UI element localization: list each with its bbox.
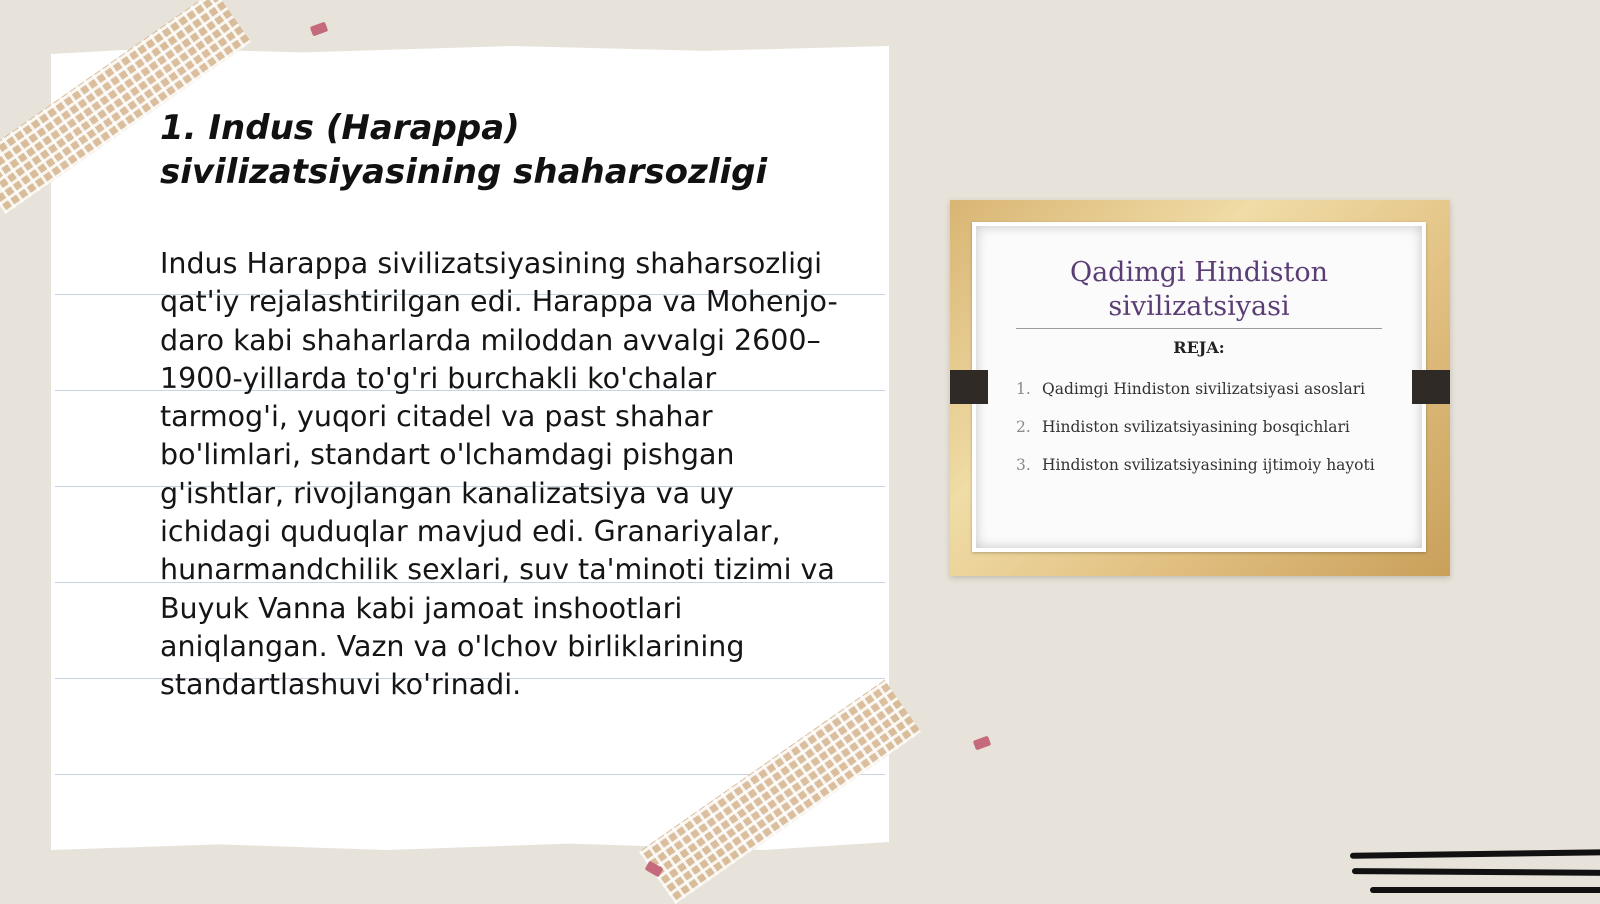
list-item <box>1016 450 1392 480</box>
inset-slide-title: Qadimgi Hindiston sivilizatsiyasi <box>1069 257 1329 322</box>
tape-tip <box>310 22 328 37</box>
slide-body-text: Indus Harappa sivilizatsiyasining shaharsozligi qat'iy rejalashtirilgan edi. Harappa va Mohenjo-daro kabi shaharlarda miloddan avvalgi 2600–1900-yillarda to'g'ri burchakli ko'chalar tarmog'i, yuqori citadel va past shahar bo'limlari, standart o'lchamdagi pishgan g'ishtlar, rivojlangan kanalizatsiya va uy ichidagi quduqlar mavjud edi. Granariyalar, hunarmandchilik sexlari, suv ta'minoti tizimi va Buyuk Vanna kabi jamoat inshootlari aniqlangan. Vazn va o'lchov birliklarining standartlashuvi ko'rinadi. <box>160 247 838 702</box>
list-item-number: 2. <box>1016 418 1031 436</box>
list-item-number: 3. <box>1016 456 1031 474</box>
inset-slide <box>972 222 1426 552</box>
slide-title: 1. Indus (Harappa) sivilizatsiyasining shaharsozligi <box>160 108 768 192</box>
list-item <box>1016 412 1392 442</box>
inset-subtitle: REJA: <box>1173 338 1225 357</box>
tape-tip <box>973 736 991 751</box>
decorative-line <box>1370 887 1600 893</box>
inset-plan-list <box>1016 374 1392 488</box>
inset-slide-frame <box>950 200 1450 576</box>
frame-clip-right <box>1412 370 1450 404</box>
list-item-number: 1. <box>1016 380 1031 398</box>
inset-divider <box>1016 328 1382 329</box>
decorative-line <box>1350 849 1600 859</box>
list-item <box>1016 374 1392 404</box>
list-item-text: Hindiston svilizatsiyasining ijtimoiy hayoti <box>1042 456 1375 474</box>
list-item-text: Qadimgi Hindiston sivilizatsiyasi asoslari <box>1042 380 1366 398</box>
frame-clip-left <box>950 370 988 404</box>
decorative-line <box>1352 868 1600 876</box>
list-item-text: Hindiston svilizatsiyasining bosqichlari <box>1042 418 1350 436</box>
